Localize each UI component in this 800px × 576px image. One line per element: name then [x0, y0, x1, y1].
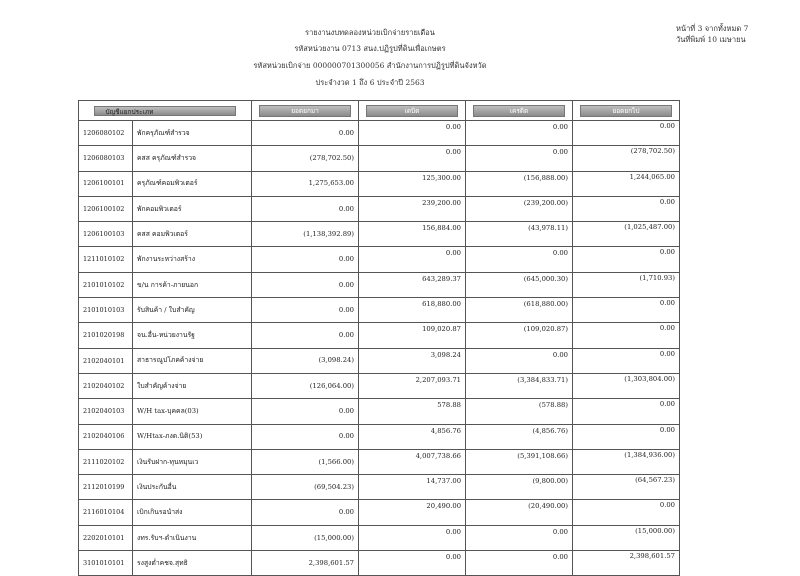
report-period: ประจำงวด 1 ถึง 6 ประจำปี 2563	[315, 78, 425, 87]
table-row	[79, 196, 680, 221]
debit-value: 125,300.00	[359, 171, 466, 196]
account-name: W/H tax-บุคคล(03)	[133, 399, 252, 424]
unit-code: รหัสหน่วยงาน 0713 สนง.ปฏิรูปที่ดินเพื่อเกษตร	[294, 44, 446, 53]
account-code: 1206100101	[79, 171, 133, 196]
table-row	[79, 373, 680, 398]
table-header-row	[79, 101, 680, 121]
account-name: พักงานระหว่างสร้าง	[133, 247, 252, 272]
debit-value: 4,007,738.66	[359, 449, 466, 474]
account-name: ครุภัณฑ์คอมพิวเตอร์	[133, 171, 252, 196]
account-code: 2112010199	[79, 475, 133, 500]
carried-forward-value: 0.00	[573, 247, 680, 272]
brought-forward-value: (15,000.00)	[252, 525, 359, 550]
carried-forward-value: (278,702.50)	[573, 146, 680, 171]
debit-value: 0.00	[359, 146, 466, 171]
table-row	[79, 121, 680, 146]
brought-forward-value: 2,398,601.57	[252, 551, 359, 576]
table-row	[79, 146, 680, 171]
report-title: รายงานงบทดลองหน่วยเบิกจ่ายรายเดือน	[305, 28, 435, 37]
account-name: พักครุภัณฑ์สำรวจ	[133, 121, 252, 146]
account-name: สาธารณูปโภคค้างจ่าย	[133, 348, 252, 373]
account-code: 2102040106	[79, 424, 133, 449]
debit-value: 156,884.00	[359, 222, 466, 247]
account-code: 2116010104	[79, 500, 133, 525]
brought-forward-value: 0.00	[252, 323, 359, 348]
account-code: 2101020198	[79, 323, 133, 348]
debit-value: 578.88	[359, 399, 466, 424]
credit-value: 0.00	[466, 146, 573, 171]
brought-forward-value: 0.00	[252, 196, 359, 221]
table-body	[79, 121, 680, 576]
debit-value: 3,098.24	[359, 348, 466, 373]
account-name: เบิกเกินรอนำส่ง	[133, 500, 252, 525]
credit-value: (239,200.00)	[466, 196, 573, 221]
carried-forward-value: (1,384,936.00)	[573, 449, 680, 474]
table-row	[79, 222, 680, 247]
account-name: งทร.รับฯ-ดำเนินงาน	[133, 525, 252, 550]
brought-forward-value: 1,275,653.00	[252, 171, 359, 196]
debit-value: 2,207,093.71	[359, 373, 466, 398]
debit-value: 618,880.00	[359, 298, 466, 323]
debit-value: 643,289.37	[359, 272, 466, 297]
table-row	[79, 449, 680, 474]
brought-forward-value: (3,098.24)	[252, 348, 359, 373]
table-row	[79, 323, 680, 348]
account-code: 1206080103	[79, 146, 133, 171]
account-code: 2102040101	[79, 348, 133, 373]
table-row	[79, 475, 680, 500]
brought-forward-value: 0.00	[252, 272, 359, 297]
col-header-carried-forward: ยอดยกไป	[573, 101, 680, 121]
account-name: รงสูงต่ำคชจ.สุทธิ	[133, 551, 252, 576]
carried-forward-value: (15,000.00)	[573, 525, 680, 550]
table-row	[79, 500, 680, 525]
table-row	[79, 171, 680, 196]
col-header-account: บัญชีแยกประเภท	[79, 101, 252, 121]
table-row	[79, 551, 680, 576]
carried-forward-value: 0.00	[573, 196, 680, 221]
debit-value: 0.00	[359, 121, 466, 146]
brought-forward-value: 0.00	[252, 399, 359, 424]
brought-forward-value: (1,138,392.89)	[252, 222, 359, 247]
carried-forward-value: 2,398,601.57	[573, 551, 680, 576]
disbursing-unit: รหัสหน่วยเบิกจ่าย 000000701300056 สำนักงานการปฏิรูปที่ดินจังหวัด	[253, 61, 487, 70]
account-code: 2111020102	[79, 449, 133, 474]
carried-forward-value: 0.00	[573, 500, 680, 525]
carried-forward-value: (64,567.23)	[573, 475, 680, 500]
account-code: 1206100102	[79, 196, 133, 221]
account-code: 1206100103	[79, 222, 133, 247]
trial-balance-table	[78, 100, 680, 576]
col-header-debit: เดบิต	[359, 101, 466, 121]
credit-value: (20,490.00)	[466, 500, 573, 525]
account-code: 2101010102	[79, 272, 133, 297]
credit-value: 0.00	[466, 247, 573, 272]
debit-value: 239,200.00	[359, 196, 466, 221]
debit-value: 0.00	[359, 551, 466, 576]
brought-forward-value: (69,504.23)	[252, 475, 359, 500]
carried-forward-value: 0.00	[573, 298, 680, 323]
carried-forward-value: 0.00	[573, 121, 680, 146]
account-code: 2102040102	[79, 373, 133, 398]
credit-value: (4,856.76)	[466, 424, 573, 449]
carried-forward-value: 0.00	[573, 323, 680, 348]
table-row	[79, 348, 680, 373]
col-header-credit: เครดิต	[466, 101, 573, 121]
credit-value: (618,880.00)	[466, 298, 573, 323]
account-name: คสส คอมพิวเตอร์	[133, 222, 252, 247]
credit-value: (9,800.00)	[466, 475, 573, 500]
brought-forward-value: (1,566.00)	[252, 449, 359, 474]
account-name: เงินรับฝาก-ทุนหมุนเว	[133, 449, 252, 474]
account-name: เงินประกันอื่น	[133, 475, 252, 500]
carried-forward-value: 0.00	[573, 424, 680, 449]
account-name: จน.อื่น-หน่วยงานรัฐ	[133, 323, 252, 348]
col-header-brought-forward: ยอดยกมา	[252, 101, 359, 121]
brought-forward-value: 0.00	[252, 247, 359, 272]
carried-forward-value: (1,710.93)	[573, 272, 680, 297]
credit-value: (645,000.30)	[466, 272, 573, 297]
account-code: 2101010103	[79, 298, 133, 323]
table-row	[79, 399, 680, 424]
table-row	[79, 247, 680, 272]
debit-value: 0.00	[359, 247, 466, 272]
debit-value: 109,020.87	[359, 323, 466, 348]
account-code: 1211010102	[79, 247, 133, 272]
page-number: หน้าที่ 3 จากทั้งหมด 7	[676, 24, 749, 33]
credit-value: (109,020.87)	[466, 323, 573, 348]
account-name: คสส ครุภัณฑ์สำรวจ	[133, 146, 252, 171]
table-row	[79, 272, 680, 297]
account-name: พักคอมพิวเตอร์	[133, 196, 252, 221]
carried-forward-value: (1,025,487.00)	[573, 222, 680, 247]
account-name: W/Htax-ภงด.นิติ(53)	[133, 424, 252, 449]
carried-forward-value: 1,244,065.00	[573, 171, 680, 196]
brought-forward-value: 0.00	[252, 298, 359, 323]
debit-value: 0.00	[359, 525, 466, 550]
credit-value: (43,978.11)	[466, 222, 573, 247]
debit-value: 4,856.76	[359, 424, 466, 449]
account-name: ข/น การค้า-ภายนอก	[133, 272, 252, 297]
account-code: 2102040103	[79, 399, 133, 424]
account-code: 2202010101	[79, 525, 133, 550]
print-date: วันที่พิมพ์ 10 เมษายน	[676, 35, 746, 44]
credit-value: (578.88)	[466, 399, 573, 424]
debit-value: 14,737.00	[359, 475, 466, 500]
table-row	[79, 525, 680, 550]
brought-forward-value: 0.00	[252, 424, 359, 449]
carried-forward-value: (1,303,804.00)	[573, 373, 680, 398]
credit-value: (5,391,108.66)	[466, 449, 573, 474]
credit-value: 0.00	[466, 121, 573, 146]
debit-value: 20,490.00	[359, 500, 466, 525]
account-code: 1206080102	[79, 121, 133, 146]
credit-value: 0.00	[466, 551, 573, 576]
brought-forward-value: (278,702.50)	[252, 146, 359, 171]
brought-forward-value: 0.00	[252, 121, 359, 146]
table-row	[79, 298, 680, 323]
account-name: รับสินค้า / ใบสำคัญ	[133, 298, 252, 323]
credit-value: 0.00	[466, 525, 573, 550]
carried-forward-value: 0.00	[573, 348, 680, 373]
credit-value: (3,384,833.71)	[466, 373, 573, 398]
credit-value: 0.00	[466, 348, 573, 373]
table-row	[79, 424, 680, 449]
brought-forward-value: (126,064.00)	[252, 373, 359, 398]
brought-forward-value: 0.00	[252, 500, 359, 525]
carried-forward-value: 0.00	[573, 399, 680, 424]
account-code: 3101010101	[79, 551, 133, 576]
account-name: ใบสำคัญค้างจ่าย	[133, 373, 252, 398]
credit-value: (156,888.00)	[466, 171, 573, 196]
